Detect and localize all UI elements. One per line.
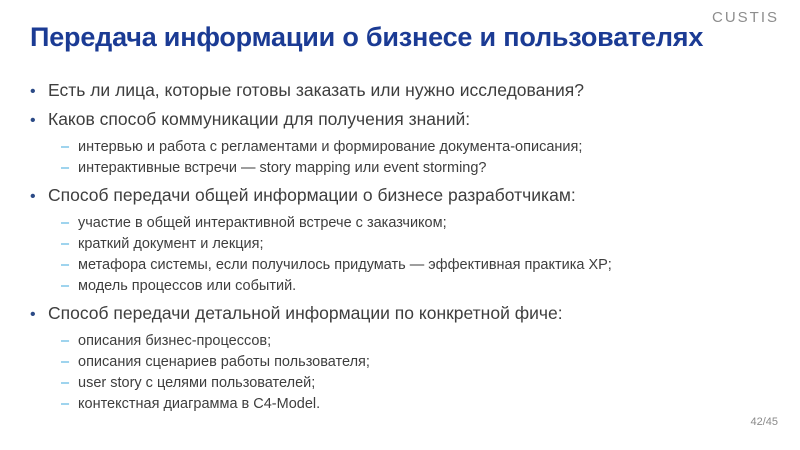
bullet-item <box>30 79 780 103</box>
sub-bullet-text: метафора системы, если получилось придумать — эффективная практика XP; <box>78 257 612 273</box>
sub-bullet-item <box>61 255 780 276</box>
sub-bullet-text: user story с целями пользователей; <box>78 375 316 391</box>
sub-bullet-dash-icon: – <box>61 396 70 412</box>
bullet-item <box>30 108 780 132</box>
bullet-item <box>30 302 780 326</box>
sub-bullet-dash-icon: – <box>61 215 70 231</box>
sub-bullet-item <box>61 234 780 255</box>
sub-bullet-dash-icon: – <box>61 139 70 155</box>
slide-title: Передача информации о бизнесе и пользователях <box>30 22 704 52</box>
sub-bullet-text: контекстная диаграмма в C4-Model. <box>78 396 321 412</box>
bullet-text: Способ передачи детальной информации по конкретной фиче: <box>48 303 563 323</box>
sub-bullet-dash-icon: – <box>61 354 70 370</box>
sub-bullet-text: модель процессов или событий. <box>78 278 297 294</box>
sub-bullet-text: интервью и работа с регламентами и формирование документа-описания; <box>78 139 583 155</box>
sub-bullet-text: описания бизнес-процессов; <box>78 333 272 349</box>
sub-bullet-item <box>61 331 780 352</box>
page-number: 42/45 <box>750 416 778 428</box>
sub-bullet-item <box>61 158 780 179</box>
sub-bullet-item <box>61 137 780 158</box>
sub-bullet-item <box>61 352 780 373</box>
sub-bullet-text: краткий документ и лекция; <box>78 236 264 252</box>
sub-bullet-dash-icon: – <box>61 160 70 176</box>
sub-bullet-dash-icon: – <box>61 375 70 391</box>
bullet-dot-icon: • <box>30 306 36 323</box>
sub-bullet-dash-icon: – <box>61 278 70 294</box>
sub-bullet-text: участие в общей интерактивной встрече с заказчиком; <box>78 215 447 231</box>
bullet-text: Есть ли лица, которые готовы заказать или нужно исследования? <box>48 80 584 100</box>
sub-bullet-item <box>61 213 780 234</box>
sub-bullet-item <box>61 276 780 297</box>
bullet-text: Способ передачи общей информации о бизнесе разработчикам: <box>48 185 576 205</box>
sub-bullet-item <box>61 373 780 394</box>
sub-bullet-text: интерактивные встречи — story mapping или event storming? <box>78 160 487 176</box>
sub-bullet-dash-icon: – <box>61 333 70 349</box>
sub-bullet-dash-icon: – <box>61 236 70 252</box>
bullet-text: Каков способ коммуникации для получения знаний: <box>48 109 471 129</box>
sub-bullet-dash-icon: – <box>61 257 70 273</box>
sub-bullet-item <box>61 394 780 415</box>
bullet-item <box>30 184 780 208</box>
bullet-dot-icon: • <box>30 188 36 205</box>
sub-bullet-text: описания сценариев работы пользователя; <box>78 354 370 370</box>
custis-logo: CUSTIS <box>711 9 779 26</box>
bullet-dot-icon: • <box>30 83 36 100</box>
bullet-list <box>30 74 780 415</box>
bullet-dot-icon: • <box>30 112 36 129</box>
